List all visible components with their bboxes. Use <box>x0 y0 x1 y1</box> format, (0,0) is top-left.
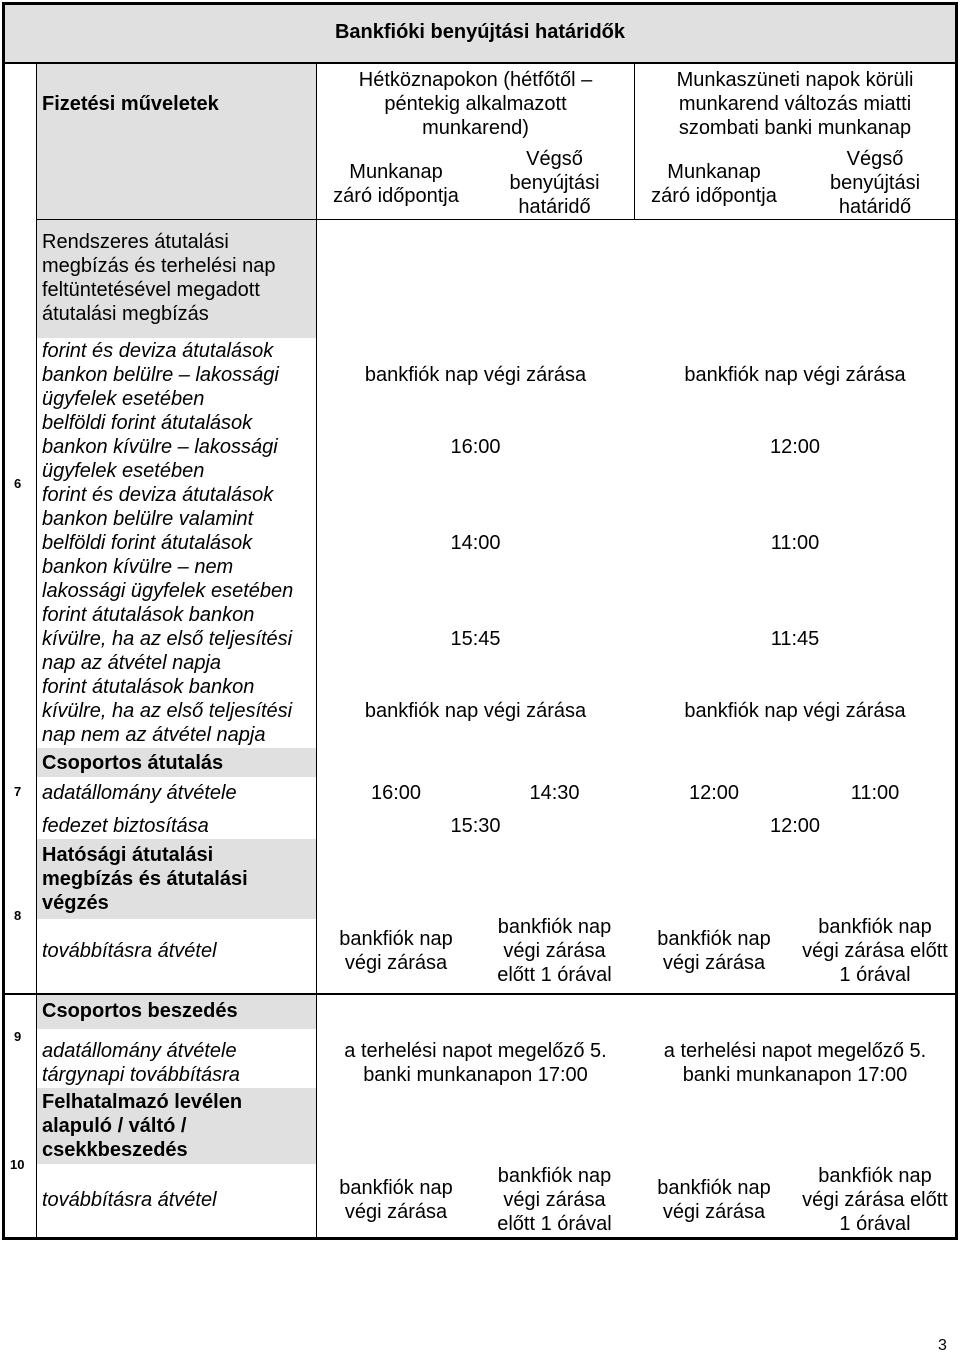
section8-saturday-deadline: bankfiók nap végi zárása előtt 1 órával <box>802 916 948 986</box>
saturday-deadline-header: Végső benyújtási határidő <box>829 148 921 218</box>
section6-number: 6 <box>14 476 22 491</box>
section8-saturday-closing: bankfiók nap végi zárása <box>657 928 771 974</box>
section10-heading: Felhatalmazó levélen alapuló / váltó / csekkbeszedés <box>42 1091 243 1161</box>
table-title: Bankfióki benyújtási határidők <box>334 21 626 43</box>
section9-weekday: a terhelési napot megelőző 5. banki munkanapon 17:00 <box>344 1040 607 1086</box>
weekday-group-header: Hétköznapokon (hétfőtől – péntekig alkalmazott munkarend) <box>358 69 593 139</box>
section9-heading: Csoportos beszedés <box>42 1000 238 1022</box>
section6-row5-weekday: bankfiók nap végi zárása <box>364 700 587 722</box>
section8-number: 8 <box>14 908 22 923</box>
operations-column-header: Fizetési műveletek <box>42 93 219 115</box>
section9-saturday: a terhelési napot megelőző 5. banki munkanapon 17:00 <box>663 1040 927 1086</box>
section6-row5-saturday: bankfiók nap végi zárása <box>684 700 906 722</box>
weekday-deadline-header: Végső benyújtási határidő <box>509 148 600 218</box>
saturday-closing-header: Munkanap záró időpontja <box>651 161 777 207</box>
section7-row2-saturday: 12:00 <box>769 815 821 837</box>
section9-row-label: adatállomány átvétele tárgynapi továbbításra <box>42 1040 240 1086</box>
section7-row2-weekday: 15:30 <box>450 815 501 837</box>
section10-weekday-closing: bankfiók nap végi zárása <box>339 1177 453 1223</box>
section6-row5-label: forint átutalások bankon kívülre, ha az első teljesítési nap nem az átvétel napja <box>42 676 293 746</box>
section6-row1-label: forint és deviza átutalások bankon belülre – lakossági ügyfelek esetében <box>42 340 279 410</box>
section6-row3-label: forint és deviza átutalások bankon belülre valamint belföldi forint átutalások bankon kívülre – nem lakossági ügyfelek esetében <box>42 484 294 602</box>
section6-row2-label: belföldi forint átutalások bankon kívülre – lakossági ügyfelek esetében <box>42 412 278 482</box>
section9-number: 9 <box>14 1029 22 1044</box>
page-number: 3 <box>938 1337 947 1354</box>
section10-number: 10 <box>10 1157 25 1172</box>
section7-row1-label: adatállomány átvétele <box>42 782 237 804</box>
section6-row1-weekday: bankfiók nap végi zárása <box>364 364 587 386</box>
section10-weekday-deadline: bankfiók nap végi zárása előtt 1 órával <box>497 1165 612 1235</box>
section6-row4-weekday: 15:45 <box>450 628 501 650</box>
section10-saturday-closing: bankfiók nap végi zárása <box>657 1177 771 1223</box>
section7-row1-saturday-closing: 12:00 <box>688 782 740 804</box>
section6-row3-weekday: 14:00 <box>450 532 501 554</box>
section7-row1-saturday-deadline: 11:00 <box>850 782 900 804</box>
section6-row2-saturday: 12:00 <box>769 436 821 458</box>
section6-heading: Rendszeres átutalási megbízás és terhelési nap feltüntetésével megadott átutalási megbízás <box>42 231 276 325</box>
section6-row4-saturday: 11:45 <box>770 628 820 650</box>
section8-weekday-closing: bankfiók nap végi zárása <box>339 928 453 974</box>
section6-row4-label: forint átutalások bankon kívülre, ha az első teljesítési nap az átvétel napja <box>42 604 293 674</box>
section10-row-label: továbbításra átvétel <box>42 1189 217 1211</box>
section6-row2-weekday: 16:00 <box>450 436 501 458</box>
section8-weekday-deadline: bankfiók nap végi zárása előtt 1 órával <box>497 916 612 986</box>
section7-row2-label: fedezet biztosítása <box>42 815 209 837</box>
section8-row-label: továbbításra átvétel <box>42 940 217 962</box>
weekday-closing-header: Munkanap záró időpontja <box>333 161 459 207</box>
section7-row1-weekday-closing: 16:00 <box>370 782 422 804</box>
section8-heading: Hatósági átutalási megbízás és átutalási végzés <box>42 844 248 914</box>
section6-row3-saturday: 11:00 <box>770 532 820 554</box>
section10-saturday-deadline: bankfiók nap végi zárása előtt 1 órával <box>802 1165 948 1235</box>
operations-header-shade <box>37 62 316 219</box>
section7-number: 7 <box>14 784 22 799</box>
saturday-group-header: Munkaszüneti napok körüli munkarend változás miatti szombati banki munkanap <box>676 69 914 139</box>
section7-heading: Csoportos átutalás <box>42 752 224 774</box>
section6-row1-saturday: bankfiók nap végi zárása <box>684 364 906 386</box>
section7-row1-weekday-deadline: 14:30 <box>529 782 580 804</box>
